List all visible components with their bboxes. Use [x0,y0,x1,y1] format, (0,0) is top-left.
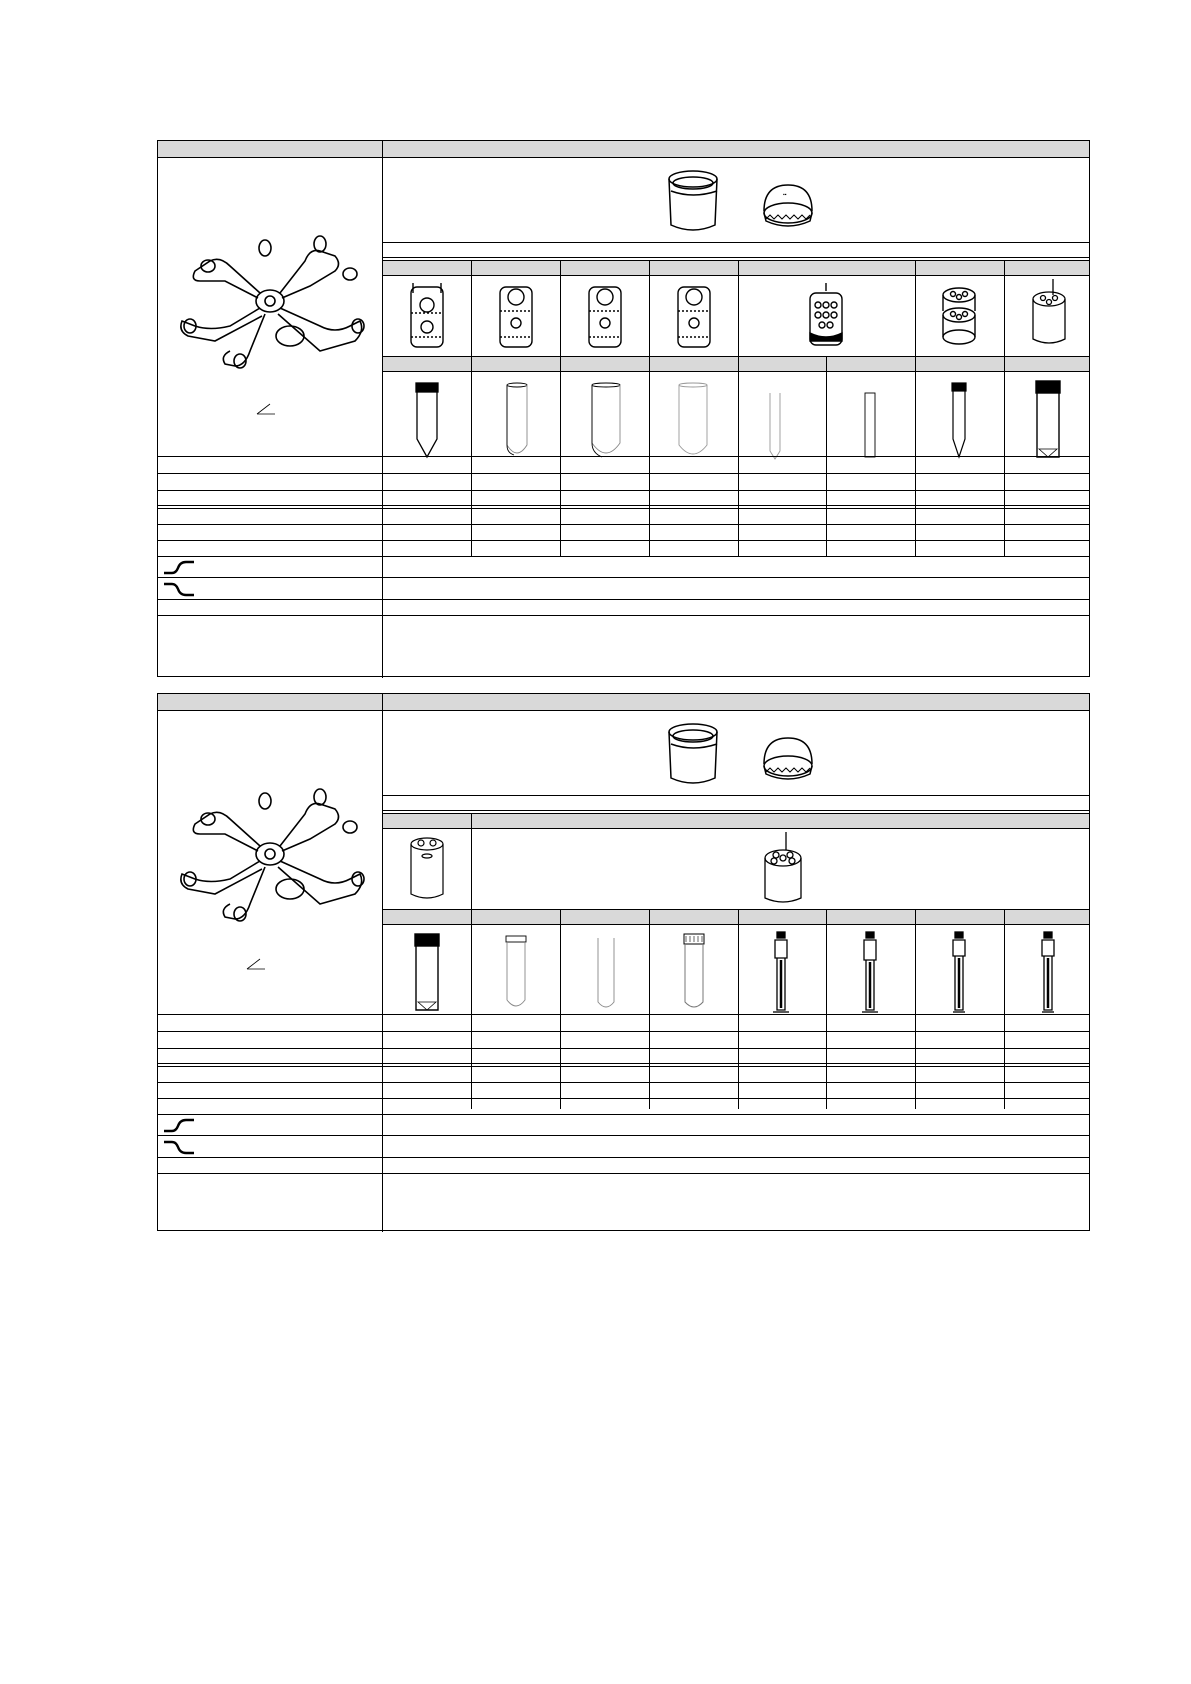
acceleration-curve-icon [162,1117,196,1133]
round-tube-icon [502,381,532,461]
capped-tube-icon [410,932,444,1014]
rotor-table-1 [157,140,1090,677]
swing-out-rotor-icon [170,779,370,934]
round-tube-icon [586,381,626,461]
deceleration-curve-icon [162,581,196,597]
capped-tube-icon [1031,379,1065,461]
acceleration-curve-icon [162,559,196,575]
adapter-cylinder-icon [1027,277,1071,351]
bucket-cap-icon [758,181,818,231]
round-bucket-icon [663,169,723,235]
syringe-tube-icon [858,930,882,1016]
bucket-cap-icon [758,734,818,784]
svg-text:▪▪: ▪▪ [783,192,787,198]
round-tube-icon [591,934,621,1014]
adapter-tube-holes-icon [494,281,538,351]
syringe-tube-icon [947,930,971,1016]
syringe-tube-icon [1036,930,1060,1016]
narrow-tube-icon [858,391,882,461]
adapter-tube-holes-icon [405,281,449,351]
conical-tube-icon [946,381,972,461]
adapter-multi-hole-icon [804,281,848,351]
adapter-tube-holes-icon [672,281,716,351]
capped-tube-icon [677,932,711,1014]
swing-out-rotor-icon [170,226,370,381]
narrow-tube-icon [763,391,787,461]
round-tube-icon [501,934,531,1014]
conical-tube-icon [412,381,442,461]
adapter-stack-icon [937,281,981,351]
adapter-cylinder-icon [405,834,449,904]
table-header-row [158,694,1089,711]
rotor-table-2 [157,693,1090,1231]
round-tube-icon [673,381,713,461]
table-header-row [158,141,1089,158]
adapter-tube-holes-icon [583,281,627,351]
angle-icon [246,956,266,970]
adapter-multi-hole-icon [758,830,808,906]
syringe-tube-icon [769,930,793,1016]
round-bucket-icon [663,722,723,788]
angle-icon [256,401,276,415]
deceleration-curve-icon [162,1139,196,1155]
